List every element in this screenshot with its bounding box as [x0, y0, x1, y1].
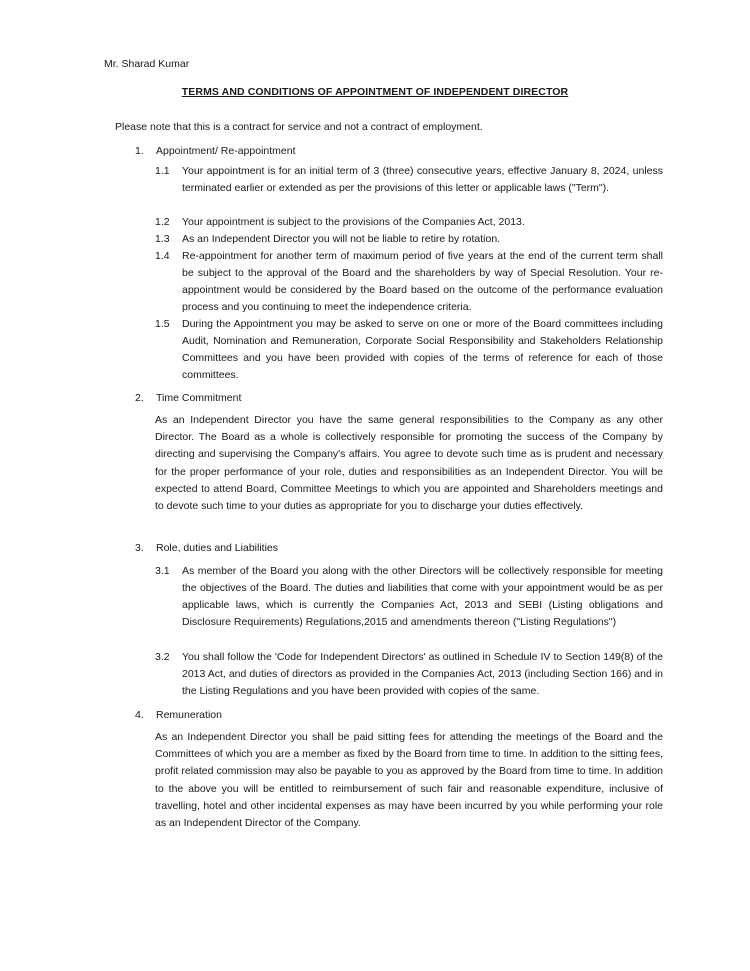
clause-number: 1.2: [155, 216, 170, 228]
section-paragraph: As an Independent Director you shall be paid sitting fees for attending the meetings of the Board and the Committees of which you are a member as fixed by the Board from time to time. In addition to the sitting fees, profit related commission may also be payable to you as approved by the Board from time to time. In addition to the above you will be entitled to reimbursement of such fair and reasonable expenditure, inclusive of travelling, hotel and other incidental expenses as may have been incurred by you while performing your role as an Independent Director of the Company.: [155, 731, 663, 830]
clause: [155, 563, 663, 631]
document-title: TERMS AND CONDITIONS OF APPOINTMENT OF INDEPENDENT DIRECTOR: [181, 86, 569, 98]
clause-number: 3.1: [155, 565, 170, 577]
clause-number: 3.2: [155, 651, 170, 663]
clause: [155, 316, 663, 384]
section-title: Remuneration: [156, 709, 222, 721]
clause: [155, 163, 663, 197]
section-paragraph: As an Independent Director you have the same general responsibilities to the Company as any other Director. The Board as a whole is collectively responsible for promoting the success of the Company by directing and supervising the Company's affairs. You agree to devote such time as is prudent and necessary for the proper performance of your role, duties and responsibilities as an Independent Director. You will be expected to attend Board, Committee Meetings to which you are appointed and Shareholders meetings and to devote such time to your duties as appropriate for you to discharge your duties effectively.: [155, 414, 663, 513]
clause-text: You shall follow the 'Code for Independent Directors' as outlined in Schedule IV to Section 149(8) of the 2013 Act, and duties of directors as provided in the Companies Act, 2013 (including Section 166) and in the Listing Regulations and you have been provided with copies of the same.: [182, 651, 663, 697]
section-title: Appointment/ Re-appointment: [156, 145, 296, 157]
clause-number: 1.1: [155, 165, 170, 177]
section-number: 4.: [135, 709, 144, 721]
clause: [155, 231, 663, 248]
clause: [155, 649, 663, 700]
clause: [155, 248, 663, 316]
section-number: 1.: [135, 145, 144, 157]
section-number: 3.: [135, 542, 144, 554]
clause: [155, 214, 663, 231]
clause-number: 1.3: [155, 233, 170, 245]
addressee-name: Mr. Sharad Kumar: [104, 58, 190, 70]
clause-text: As an Independent Director you will not be liable to retire by rotation.: [182, 233, 501, 245]
intro-note: Please note that this is a contract for service and not a contract of employment.: [115, 121, 483, 133]
clause-number: 1.5: [155, 318, 170, 330]
clause-text: Your appointment is subject to the provisions of the Companies Act, 2013.: [182, 216, 525, 228]
clause-text: As member of the Board you along with the other Directors will be collectively responsible for meeting the objectives of the Board. The duties and liabilities that come with your appointment would be as per applicable laws, which is currently the Companies Act, 2013 and SEBI (Listing obligations and Disclosure Requirements) Regulations,2015 and amendments thereon ("Listing Regulations"): [182, 565, 663, 628]
clause-number: 1.4: [155, 250, 170, 262]
clause-text: Re-appointment for another term of maximum period of five years at the end of the current term shall be subject to the approval of the Board and the shareholders by way of Special Resolution. Your re-appointment would be considered by the Board based on the outcome of the performance evaluation process and you continuing to meet the independence criteria.: [182, 250, 663, 313]
section-number: 2.: [135, 392, 144, 404]
section-title: Role, duties and Liabilities: [156, 542, 278, 554]
section-title: Time Commitment: [156, 392, 242, 404]
clause-text: Your appointment is for an initial term of 3 (three) consecutive years, effective January 8, 2024, unless terminated earlier or extended as per the provisions of this letter or applicable laws ("Term").: [182, 165, 663, 194]
clause-text: During the Appointment you may be asked to serve on one or more of the Board committees including Audit, Nomination and Remuneration, Corporate Social Responsibility and Stakeholders Relationship Committees and you have been provided with copies of the terms of reference for each of those committees.: [182, 318, 663, 381]
